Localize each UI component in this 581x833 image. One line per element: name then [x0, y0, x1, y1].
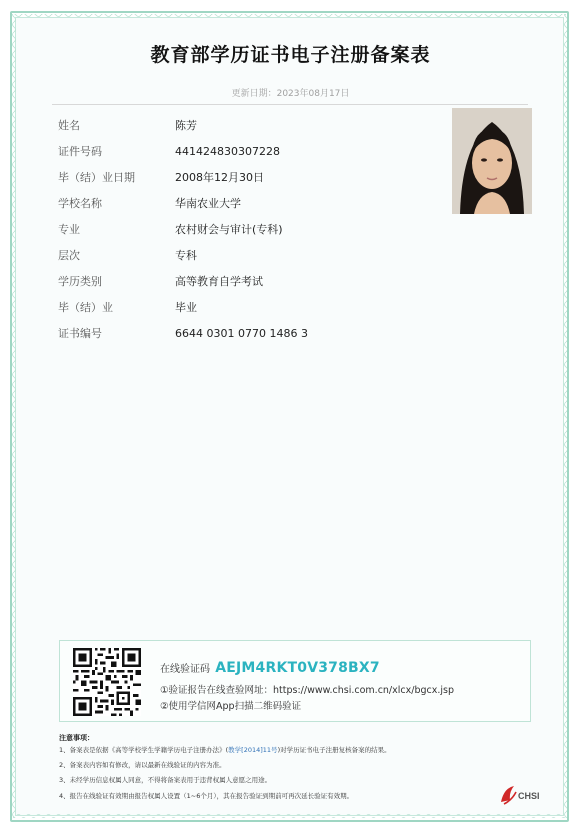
field-label: 学历类别 — [58, 275, 102, 288]
verification-code: AEJM4RKT0V378BX7 — [215, 660, 380, 676]
note-2: 2、备案表内容如有修改，请以最新在线验证的内容为准。 — [59, 761, 226, 769]
page-title: 教育部学历证书电子注册备案表 — [150, 44, 431, 66]
regulation-link[interactable]: 教学[2014]11号 — [228, 746, 278, 754]
field-label: 证书编号 — [58, 327, 102, 340]
field-value: 专科 — [175, 249, 197, 262]
note-text: 1、备案表是依据《高等学校学生学籍学历电子注册办法》( — [59, 746, 229, 754]
student-photo — [452, 108, 532, 214]
note-3: 3、未经学历信息权属人同意，不得将备案表用于违背权属人意愿之用途。 — [59, 776, 272, 784]
notes-title: 注意事项： — [59, 734, 94, 742]
field-value: 高等教育自学考试 — [175, 275, 263, 288]
field-value: 华南农业大学 — [175, 197, 241, 210]
verification-app-line: ②使用学信网App扫描二维码验证 — [160, 701, 302, 712]
field-label: 学校名称 — [58, 197, 102, 210]
qr-code-icon[interactable] — [73, 648, 141, 716]
field-label: 专业 — [58, 223, 80, 236]
field-value: 陈芳 — [175, 119, 197, 132]
verification-code-label: 在线验证码 — [160, 664, 210, 675]
update-date: 更新日期：2023年08月17日 — [231, 89, 350, 99]
note-4: 4、报告在线验证有效期由报告权属人设置（1~6个月），其在报告验证到期前可再次延长验证有效期。 — [59, 792, 354, 800]
verification-code-line — [160, 660, 380, 676]
field-label: 姓名 — [58, 119, 80, 132]
note-1 — [59, 746, 391, 755]
field-label: 层次 — [58, 249, 80, 262]
verification-url-line[interactable]: ①验证报告在线查验网址：https://www.chsi.com.cn/xlcx/bgcx.jsp — [160, 685, 454, 696]
field-value: 2008年12月30日 — [175, 171, 264, 184]
field-value: 毕业 — [175, 301, 197, 314]
note-text: )对学历证书电子注册复核备案的结果。 — [277, 746, 391, 754]
chsi-logo-text: CHSI — [518, 791, 540, 801]
field-label: 毕（结）业日期 — [58, 171, 135, 184]
divider — [52, 104, 528, 105]
field-value: 农村财会与审计(专科) — [175, 223, 283, 236]
online-verification-box — [59, 640, 531, 722]
field-value: 441424830307228 — [175, 145, 280, 158]
field-label: 毕（结）业 — [58, 301, 113, 314]
field-label: 证件号码 — [58, 145, 102, 158]
field-value: 6644 0301 0770 1486 3 — [175, 327, 308, 340]
